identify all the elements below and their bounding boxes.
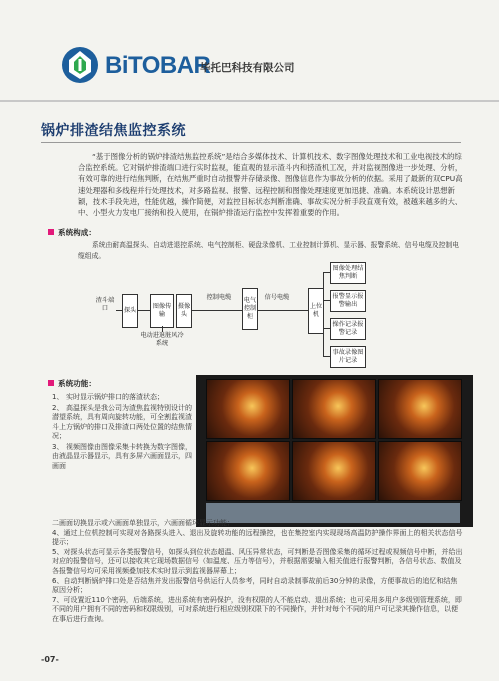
diagram-connector	[323, 272, 330, 273]
intro-paragraph: “基于图像分析的锅炉排渣结焦监控系统”是结合多媒体技术、计算机技术、数字图像处理技术和工业电视技术的综合监控系统。它对锅炉排渣端口进行实时监视，能直观的显示渣斗内和捞渣机工况，并对监视图像进一步处理、分析，有效可靠的进行结焦判断，在结焦严重时自动报警并存储录像、图像信息作为事故分析的依据。采用了最新的双CPU高速处理器和多线程并行处理技术，对多路监视、报警、远程控制和图像处理速度更加迅捷、准确。本系统设计思想新颖，技术手段先进，性能优越，操作简便，对监控目标状态判断准确、事故实况分析手段直观有效，被越来越多的大、中、小型火力发电厂接纳和投入使用，在锅炉排渣运行监控中发挥着重要的作用。	[78, 152, 463, 218]
camera-view	[292, 379, 376, 439]
list-item: 5、对探头状态可显示各类报警信号，如探头到位状态超温、风压异常状态，可判断是否图像采集的循环过程或视频信号中断，并给出对应的报警信号，还可以接收其它现场数据信号（如温度、压力等信号），并根据需要输入相关值进行报警判断，各信号状态、数值及各报警信号均可采用视频叠加技术实时显示到监视器屏幕上；	[52, 547, 463, 575]
page-number: -07-	[41, 655, 59, 664]
section-bullet-icon	[48, 229, 54, 235]
functions-heading: 系统功能：	[48, 378, 96, 389]
diagram-connector	[191, 310, 242, 311]
diagram-host-box: 上位机	[308, 288, 324, 334]
section-bullet-icon	[48, 380, 54, 386]
camera-view	[378, 441, 462, 501]
function-list-narrow	[52, 393, 192, 472]
diagram-out-box-3: 操作记录报警记录	[330, 318, 366, 340]
brand-name: BiTOBAR	[105, 52, 211, 79]
list-item: 4、通过上位机控制可实现对各路探头进入、退出及旋转功能的远程操控，也在集控室内实现现场高温防护操作界面上的相关状态信号提示；	[52, 528, 463, 547]
diagram-slag-label: 渣斗端口	[95, 297, 115, 312]
diagram-connector	[323, 328, 330, 329]
function-list-wide	[52, 519, 464, 625]
diagram-out-box-4: 事故录像图片记录	[330, 346, 366, 368]
camera-view	[292, 441, 376, 501]
composition-text: 系统由耐高温探头、自动进退控系统、电气控制柜、硬盘录像机、工业控制计算机、显示器、报警系统、信号电缆及控制电缆组成。	[78, 241, 460, 260]
monitor-screenshot-image	[196, 375, 473, 527]
diagram-connector	[257, 310, 308, 311]
diagram-out-box-2: 报警显示报警输出	[330, 290, 366, 312]
list-item: 3、 视频图像由图像采集卡转换为数字图像，由液晶显示器显示，具有多屏六画面显示，四画面	[52, 442, 192, 470]
diagram-connector	[162, 326, 163, 332]
diagram-connector	[137, 310, 150, 311]
diagram-retract-label: 电动进退脏风冷系统	[140, 332, 184, 347]
list-item: 2、 高温探头是我公司为渣焦监视特别设计的潜望系统，具有周向旋转功能，可全割监视渣斗上方锅炉的排口及排渣口两处位置的结焦情况；	[52, 403, 192, 440]
composition-heading: 系统构成：	[48, 227, 96, 238]
diagram-connector	[116, 310, 122, 311]
diagram-camera-box: 摄像头	[176, 294, 192, 328]
camera-view	[206, 379, 290, 439]
diagram-connector	[323, 300, 330, 301]
diagram-out-box-1: 图像处理结焦判断	[330, 262, 366, 284]
diagram-transmit-box: 图像传输	[150, 294, 174, 328]
diagram-probe-box: 探头	[122, 294, 138, 328]
diagram-ctrl-cable-label: 控制电缆	[206, 294, 232, 301]
list-item: 1、 实时显示锅炉排口的落渣状态；	[52, 393, 164, 401]
diagram-sig-cable-label: 信号电缆	[264, 294, 290, 301]
header-divider	[0, 100, 499, 102]
diagram-cabinet-box: 电气控制柜	[242, 288, 258, 330]
list-item: 6、自动判断锅炉排口处是否结焦并发出报警信号供运行人员参考，同时自动录制事故前后30分钟的录像，方便事故后的追忆和结焦原因分析；	[52, 576, 458, 595]
camera-view	[378, 379, 462, 439]
page-title: 锅炉排渣结焦监控系统	[41, 123, 186, 139]
bitobar-logo-icon	[60, 45, 100, 85]
diagram-connector	[323, 356, 330, 357]
title-underline	[41, 142, 461, 143]
system-diagram	[90, 262, 470, 374]
diagram-connector	[323, 272, 324, 356]
brand-name-cn: 毕托巴科技有限公司	[200, 62, 295, 74]
list-item: 二画面切换显示或六画面单独显示，六画面循环显示功能；	[52, 519, 234, 527]
camera-view	[206, 441, 290, 501]
list-item: 7、可设置近110个密码，后端系统，进出系统有密码保护，没有权限的人不能启动、退出系统；也可采用多用户多级别管理系统，即不同的用户拥有不同的密码和权限级别，可对系统进行相应级别权限下的不同操作，并针对每个不同的用户可记录其操作信息，以便在事后进行查询。	[52, 595, 462, 623]
